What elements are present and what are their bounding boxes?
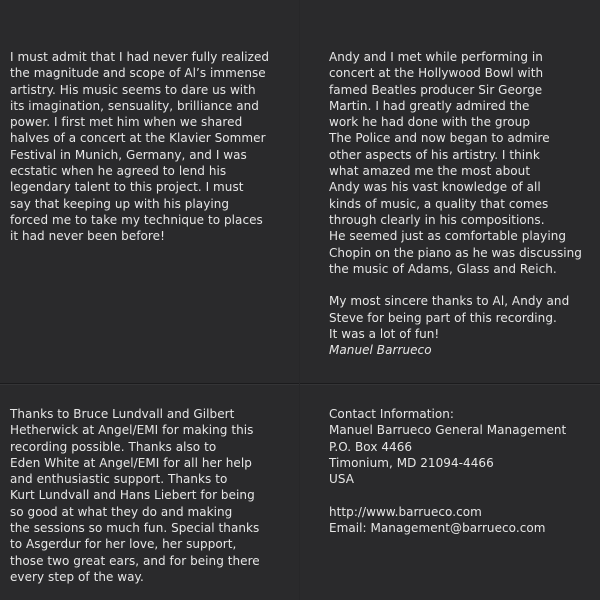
text-line: it had never been before! [10, 229, 165, 244]
text-line: work he had done with the group [329, 115, 530, 130]
text-line: Steve for being part of this recording. [329, 310, 557, 325]
contact-website: http://www.barrueco.com [329, 504, 482, 519]
contact-information [329, 406, 566, 536]
paragraph-gap [329, 487, 566, 503]
text-line: other aspects of his artistry. I think [329, 147, 540, 162]
text-line: Hetherwick at Angel/EMI for making this [10, 423, 254, 438]
text-line: and enthusiastic support. Thanks to [10, 472, 228, 487]
contact-heading: Contact Information: [329, 407, 455, 421]
text-line: kinds of music, a quality that comes [329, 196, 549, 211]
text-line: Thanks to Bruce Lundvall and Gilbert [10, 407, 235, 421]
text-line: It was a lot of fun! [329, 327, 440, 342]
text-line: legendary talent to this project. I must [10, 180, 244, 195]
text-line: My most sincere thanks to Al, Andy and [329, 294, 570, 309]
text-line: what amazed me the most about [329, 164, 531, 179]
text-line: Festival in Munich, Germany, and I was [10, 147, 247, 162]
text-line: concert at the Hollywood Bowl with [329, 66, 544, 81]
contact-po-box: P.O. Box 4466 [329, 439, 413, 454]
text-line: Andy and I met while performing in [329, 50, 543, 64]
contact-email: Email: Management@barrueco.com [329, 521, 546, 536]
text-line: say that keeping up with his playing [10, 196, 230, 211]
text-line: He seemed just as comfortable playing [329, 229, 567, 244]
liner-note-andy [329, 49, 582, 359]
text-line: Andy was his vast knowledge of all [329, 180, 541, 195]
text-line: the magnitude and scope of Al’s immense [10, 66, 266, 81]
text-line: artistry. His music seems to dare us with [10, 82, 256, 97]
text-line: power. I first met him when we shared [10, 115, 243, 130]
liner-note-andy-text [329, 49, 582, 277]
text-line: the sessions so much fun. Special thanks [10, 521, 260, 536]
acknowledgements-text [10, 406, 260, 585]
contact-company: Manuel Barrueco General Management [329, 423, 567, 438]
text-line: The Police and now began to admire [329, 131, 550, 146]
text-line: ecstatic when he agreed to lend his [10, 164, 227, 179]
text-line: halves of a concert at the Klavier Sommer [10, 131, 266, 146]
text-line: famed Beatles producer Sir George [329, 82, 543, 97]
contact-country: USA [329, 472, 354, 487]
paragraph-gap [329, 277, 582, 293]
text-line: its imagination, sensuality, brilliance and [10, 98, 259, 113]
thanks-paragraph [329, 293, 582, 358]
acknowledgements [10, 406, 260, 585]
text-line: so good at what they do and making [10, 504, 233, 519]
text-line: Eden White at Angel/EMI for all her help [10, 455, 252, 470]
text-line: to Asgerdur for her love, her support, [10, 537, 237, 552]
fold-line-horizontal [0, 383, 600, 384]
text-line: Kurt Lundvall and Hans Liebert for being [10, 488, 255, 503]
liner-note-al-text [10, 49, 269, 245]
text-line: the music of Adams, Glass and Reich. [329, 261, 557, 276]
text-line: through clearly in his compositions. [329, 212, 545, 227]
text-line: I must admit that I had never fully realized [10, 50, 270, 64]
text-line: recording possible. Thanks also to [10, 439, 217, 454]
text-line: Chopin on the piano as he was discussing [329, 245, 582, 260]
contact-city: Timonium, MD 21094-4466 [329, 455, 494, 470]
liner-note-al [10, 49, 269, 245]
fold-line-vertical [299, 0, 300, 600]
text-line: every step of the way. [10, 569, 144, 584]
text-line: forced me to take my technique to places [10, 212, 263, 227]
text-line: Martin. I had greatly admired the [329, 98, 530, 113]
text-line: those two great ears, and for being there [10, 553, 260, 568]
signature: Manuel Barrueco [329, 343, 432, 358]
